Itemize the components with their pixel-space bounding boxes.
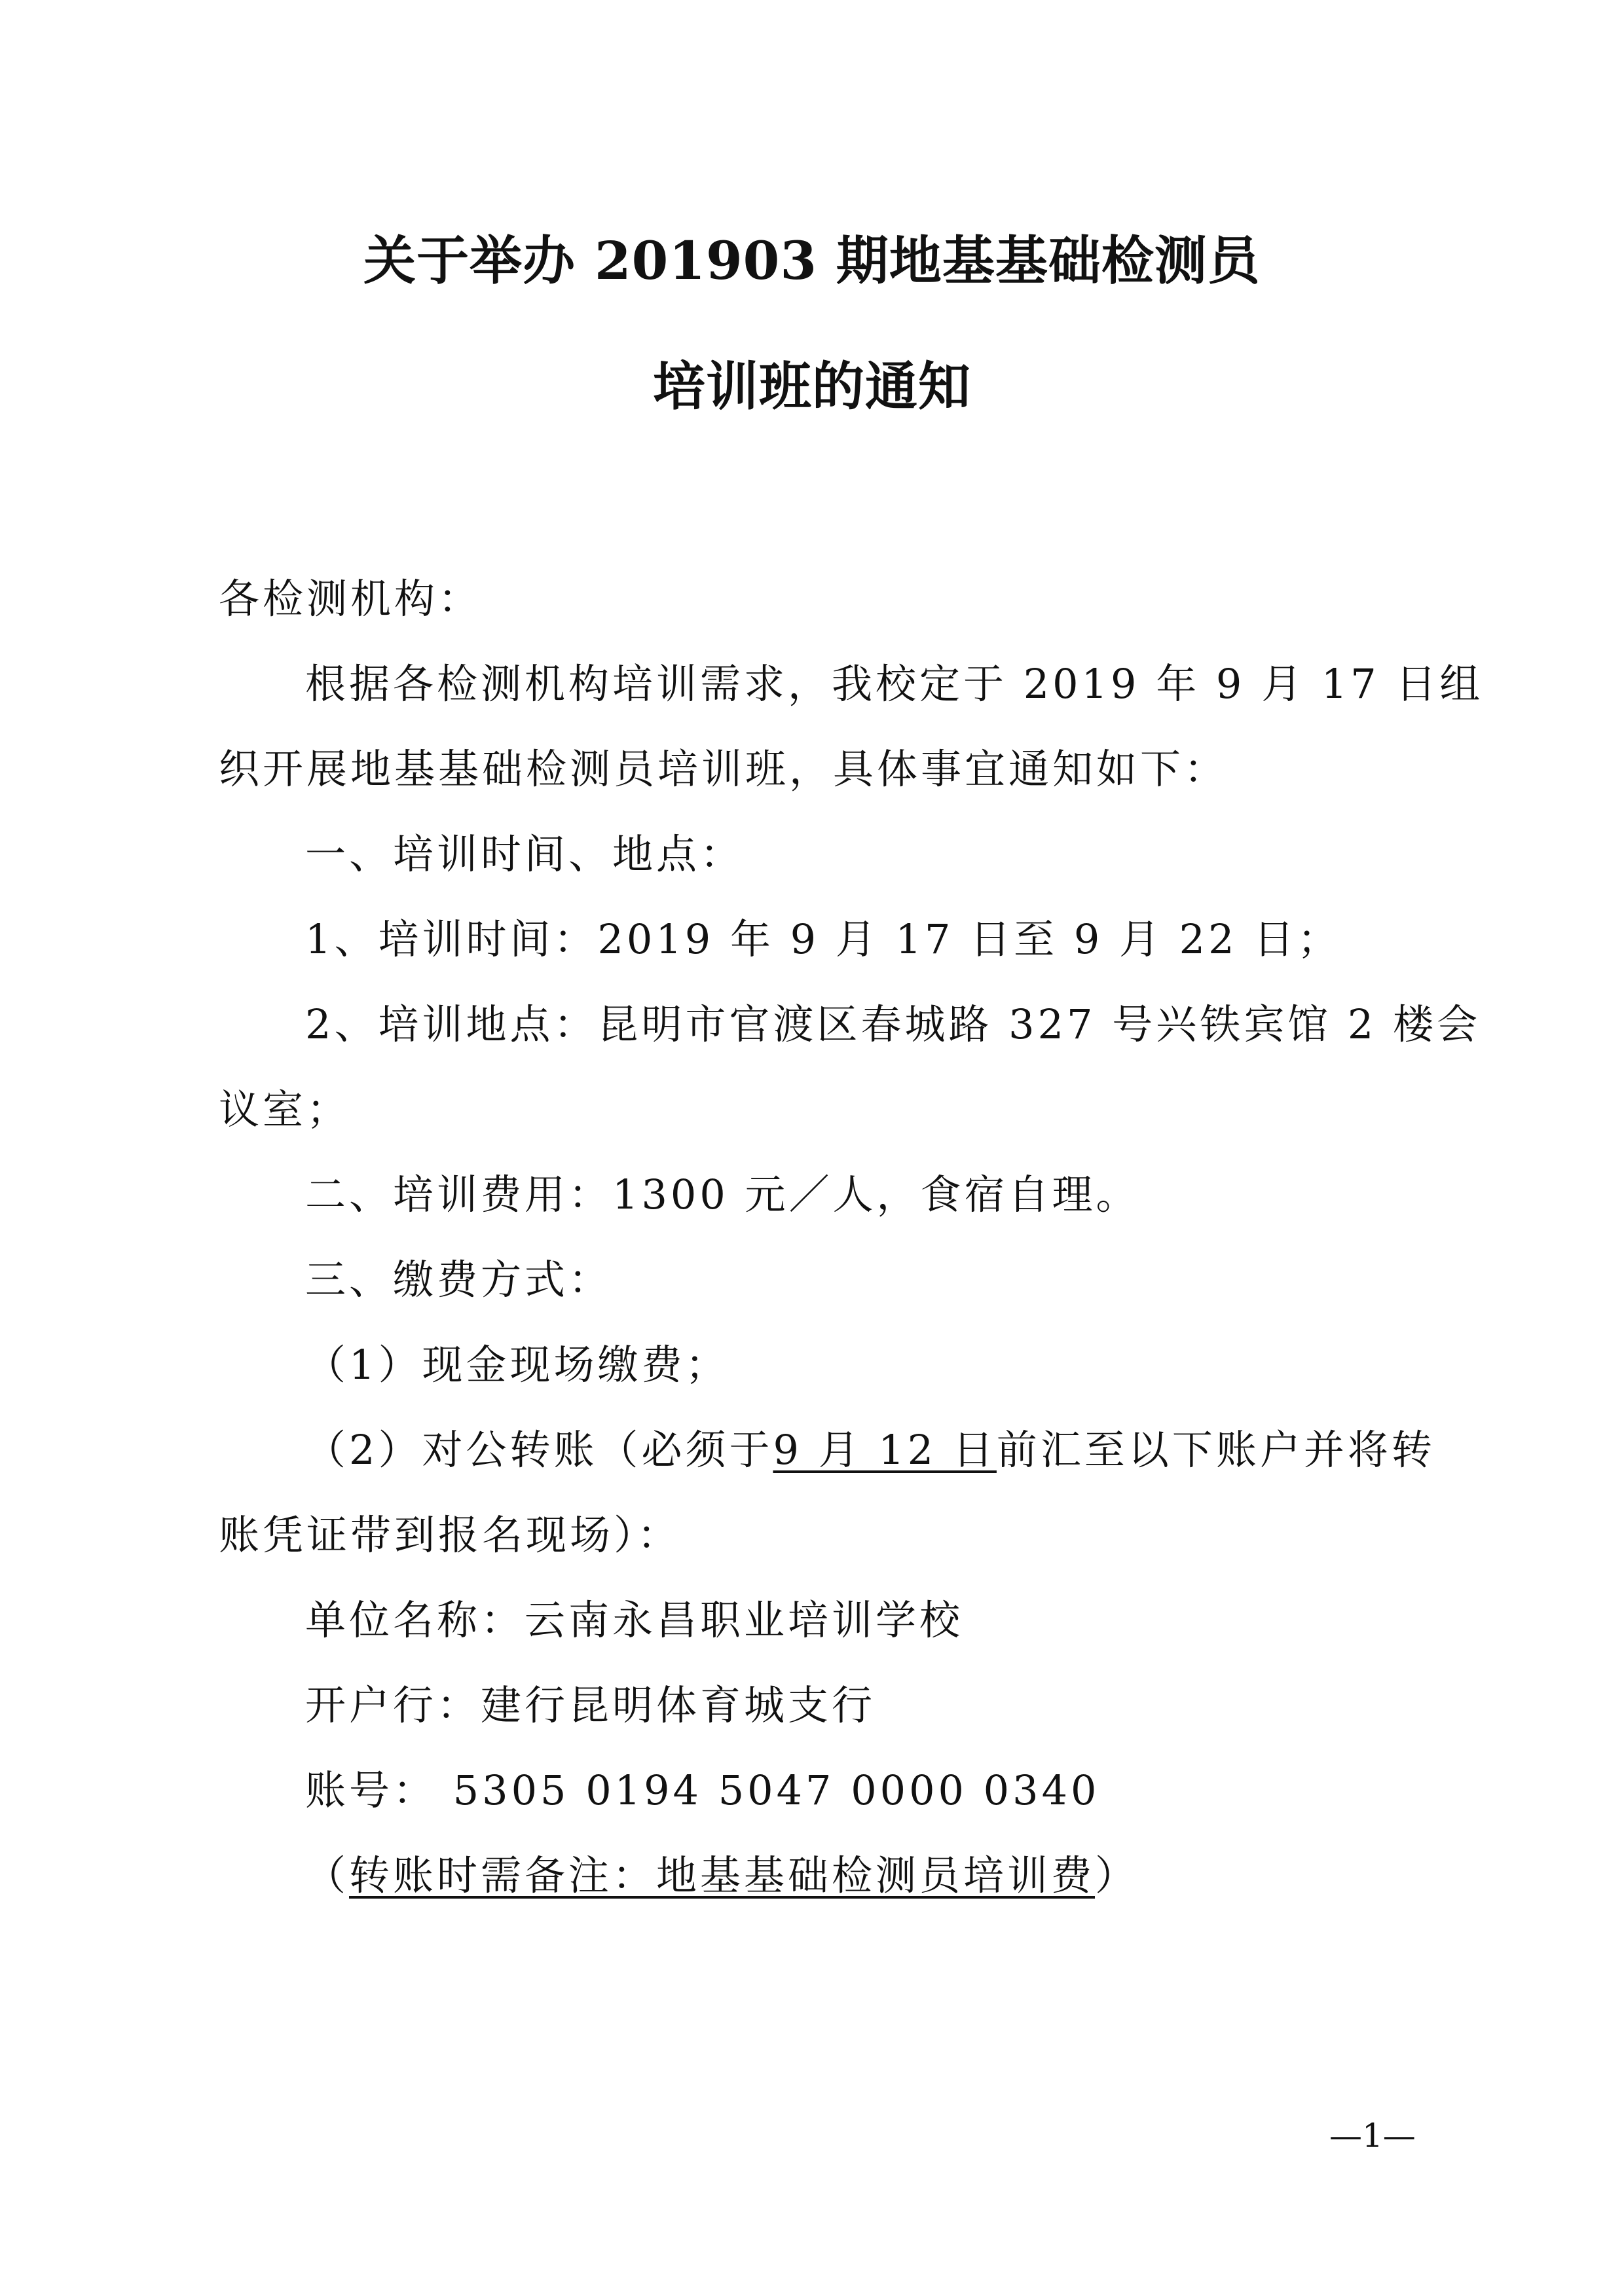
training-time: 1、培训时间：2019 年 9 月 17 日至 9 月 22 日； (305, 915, 1342, 963)
account-name: 单位名称：云南永昌职业培训学校 (305, 1596, 964, 1644)
payment-option-cash: （1）现金现场缴费； (305, 1341, 729, 1389)
title-line-2: 培训班的通知 (653, 355, 971, 417)
intro-line-1: 根据各检测机构培训需求，我校定于 2019 年 9 月 17 日组 (305, 660, 1484, 708)
training-location-line-1: 2、培训地点：昆明市官渡区春城路 327 号兴铁宾馆 2 楼会 (305, 1000, 1481, 1048)
training-fee: 二、培训费用：1300 元／人，食宿自理。 (305, 1171, 1140, 1218)
intro-line-2: 织开展地基基础检测员培训班，具体事宜通知如下： (219, 745, 1228, 793)
payment-option-transfer (305, 1424, 1435, 1476)
payment-option-transfer-line-2: 账凭证带到报名现场）： (219, 1511, 682, 1559)
payment-option-transfer-suffix: 前汇至以下账户并将转 (996, 1426, 1435, 1474)
salutation: 各检测机构： (219, 575, 483, 623)
transfer-remark-open: （ (305, 1851, 350, 1899)
bank-branch: 开户行：建行昆明体育城支行 (305, 1681, 876, 1729)
payment-option-transfer-prefix: （2）对公转账（必须于 (305, 1426, 773, 1474)
account-number: 账号： 5305 0194 5047 0000 0340 (305, 1766, 1100, 1814)
transfer-remark (305, 1850, 1139, 1902)
transfer-remark-close: ） (1095, 1851, 1139, 1899)
section-3-heading: 三、缴费方式： (305, 1256, 613, 1303)
section-1-heading: 一、培训时间、地点： (305, 830, 745, 878)
title-line-1: 关于举办 201903 期地基基础检测员 (363, 230, 1261, 291)
transfer-remark-text: 转账时需备注：地基基础检测员培训费 (349, 1851, 1096, 1899)
page-number: —1— (1329, 2117, 1416, 2155)
transfer-deadline-date: 9 月 12 日 (773, 1426, 997, 1474)
training-location-line-2: 议室； (219, 1085, 351, 1133)
